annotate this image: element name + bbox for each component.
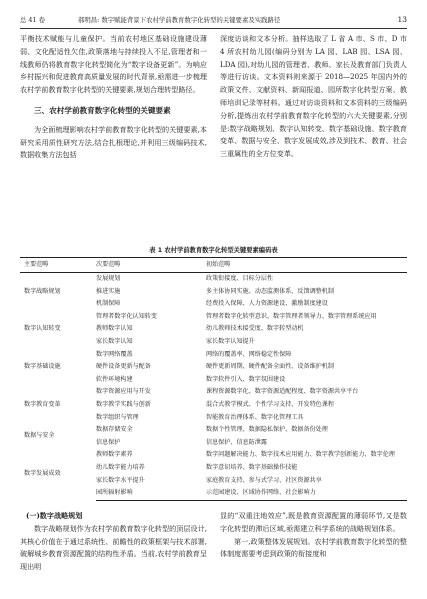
right-column	[220, 33, 407, 161]
table-header-cell: 主要范畴	[20, 258, 96, 273]
initial-category-cell: 智能教育治理体系、数字化管理工具	[206, 413, 304, 421]
sub-category-cell: 数字教学实践与创新	[96, 400, 151, 408]
body-paragraph: 显的“双重注地效应”,既是教育资源配置的薄弱环节,又是数字化转型的滞后区域,亟需建立科学系统的战略规划体系。	[220, 511, 407, 533]
body-paragraph: 深度访谈和文本分析。抽样选取了 L 省 A 市、S 市、D 市 4 所农村幼儿园(编码分别为 LA 园、LAB 园、LSA 园、LDA 园),对幼儿园的管理者、教师、家长及教育部门负责人等进行访谈。文本资料则来源于 2018—2025 年国内外的政策文件、文献资料、新闻报道、园所数字化转型方案、教师培训记录等材料。通过对访谈资料和文本资料的三级编码分析,提炼出农村学前教育数字化转型的六大关键要素,分别是:数字战略规划、数字认知转变、数字基础设施、数字教育变革、数据与安全、数字发展成效,涉及到技术、教育、社会三重属性的全方位变革。	[220, 34, 407, 159]
main-category-cell: 数字基础设施	[24, 363, 61, 371]
initial-category-cell: 数字软件引入、数字氛围建设	[206, 375, 286, 383]
initial-category-cell: 数字意识培养、数字基础操作技能	[206, 463, 298, 471]
initial-category-cell: 政策衔接度、目标分层性	[206, 275, 274, 282]
initial-category-cell: 示范园建设、区域协作网络、社会影响力	[206, 487, 407, 500]
right-column-bottom	[220, 510, 407, 561]
initial-category-cell: 幼儿教师技术接受度、数字转型动机	[206, 325, 304, 333]
initial-category-cell: 硬件更新周期、硬件配备全面性、设备维护机制	[206, 363, 334, 371]
sub-category-cell: 教师数字素养	[96, 451, 133, 459]
sub-category-cell: 数据存储安全	[96, 426, 133, 434]
sub-category-cell: 数字资源应用与开发	[96, 388, 151, 396]
table-row	[20, 349, 407, 362]
running-header	[20, 14, 407, 26]
initial-category-cell: 管理者数字化转型意识、数字管理者领导力、数字管理系统应用	[206, 312, 377, 320]
sub-category-cell: 信息保护	[96, 438, 121, 446]
sub-category-cell: 机制保障	[96, 300, 121, 308]
initial-category-cell: 经费投入保障、人力资源建设、激励制度建设	[206, 300, 328, 308]
sub-category-cell: 软件环境构建	[96, 375, 133, 383]
initial-category-cell: 家庭教育支持、参与式学习、社区资源共享	[206, 476, 322, 484]
main-category-cell: 数据与安全	[24, 432, 55, 440]
initial-category-cell: 数据个性管理、数据隐私保护、数据备份处理	[206, 426, 328, 434]
main-category-cell: 数字发展成效	[24, 470, 61, 478]
sub-category-cell: 幼儿数字能力培养	[96, 463, 145, 471]
sub-category-cell: 家长数字水平提升	[96, 476, 145, 484]
sub-category-cell: 数字组织与管理	[96, 413, 139, 421]
sub-category-cell: 家长数字认知	[96, 337, 133, 345]
left-column	[20, 33, 207, 162]
table-row	[20, 449, 407, 462]
main-category-cell: 数字教育变革	[24, 400, 61, 408]
initial-category-cell: 混合式教学模式、个性学习支持、开发特色课程	[206, 400, 334, 408]
sub-category-cell: 硬件设备更新与配备	[96, 363, 151, 371]
body-paragraph: 数字战略规划作为农村学前教育数字化转型的顶层设计,其核心价值在于通过系统性、前瞻性的政策框架与技术部署,破解城乡教育资源配置的结构性矛盾。当前,农村学前教育呈现出明	[20, 523, 207, 572]
initial-category-cell: 网络的覆盖率、网络稳定性保障	[206, 350, 292, 358]
table-header-cell: 次要范畴	[96, 258, 206, 273]
body-paragraph: 第一,政策整体发展规划。农村学前教育数字化转型的整体制度需要考虑到政策的衔接度和	[220, 536, 407, 559]
header-rule	[20, 28, 407, 29]
volume-label: 总 41 卷	[20, 16, 45, 24]
table-caption: 表 1 农村学前教育数字化转型关键要素编码表	[149, 247, 278, 254]
subsection-heading: (一)数字战略规划	[26, 511, 83, 520]
table-header-cell: 初始范畴	[206, 258, 407, 273]
running-title: 郝明昌: 数字赋能背景下农村学前教育数字化转型的关键要素及实践路径	[78, 16, 281, 24]
sub-category-cell: 推进实施	[96, 287, 121, 295]
body-paragraph: 为全面梳理影响农村学前教育数字化转型的关键要素,本研究采用质性研究方法,结合扎根理论,并利用三级编码技术,数据收集方法包括	[20, 124, 207, 160]
section-heading: 三、农村学前教育数字化转型的关键要素	[34, 105, 171, 115]
initial-category-cell: 家长数字认知提升	[206, 337, 255, 345]
main-category-cell: 数字认知转变	[24, 325, 61, 333]
coding-table	[20, 257, 407, 501]
sub-category-cell: 园所辐射影响	[96, 487, 206, 500]
sub-category-cell: 教师数字认知	[96, 325, 133, 333]
table-row	[20, 311, 407, 324]
initial-category-cell: 课程资源数字化、数字资源适配程度、数字资源共享平台	[206, 388, 359, 396]
left-column-bottom	[20, 510, 207, 574]
main-category-cell: 数字战略规划	[24, 287, 61, 295]
sub-category-cell: 数字网络覆盖	[96, 350, 133, 358]
sub-category-cell: 管理者数字化认知转变	[96, 312, 157, 320]
table-row	[20, 424, 407, 437]
page-number: 13	[397, 15, 407, 24]
table-row	[20, 273, 407, 286]
sub-category-cell: 发展规划	[96, 275, 121, 282]
initial-category-cell: 信息保护、信息防泄露	[206, 438, 267, 446]
table-header-row	[20, 258, 407, 273]
body-paragraph: 平衡技术赋能与儿童保护。当前农村地区基础设施建设薄弱、文化配适性欠佳,政策落地与持续投入不足,管理者和一线教师仍将教育数字化转型简化为“数字设备更新”。为响应乡村振兴和促进教育高质量发展的时代背景,亟需进一步梳理农村学前教育数字化转型的关键要素,规划合理转型路径。	[20, 34, 207, 95]
initial-category-cell: 多主体协同实施、动态监测体系、反馈调整机制	[206, 287, 334, 295]
table-row	[20, 386, 407, 399]
initial-category-cell: 数字问题解决能力、数字技术应用能力、数字教学创新能力、数字伦理	[206, 451, 395, 459]
